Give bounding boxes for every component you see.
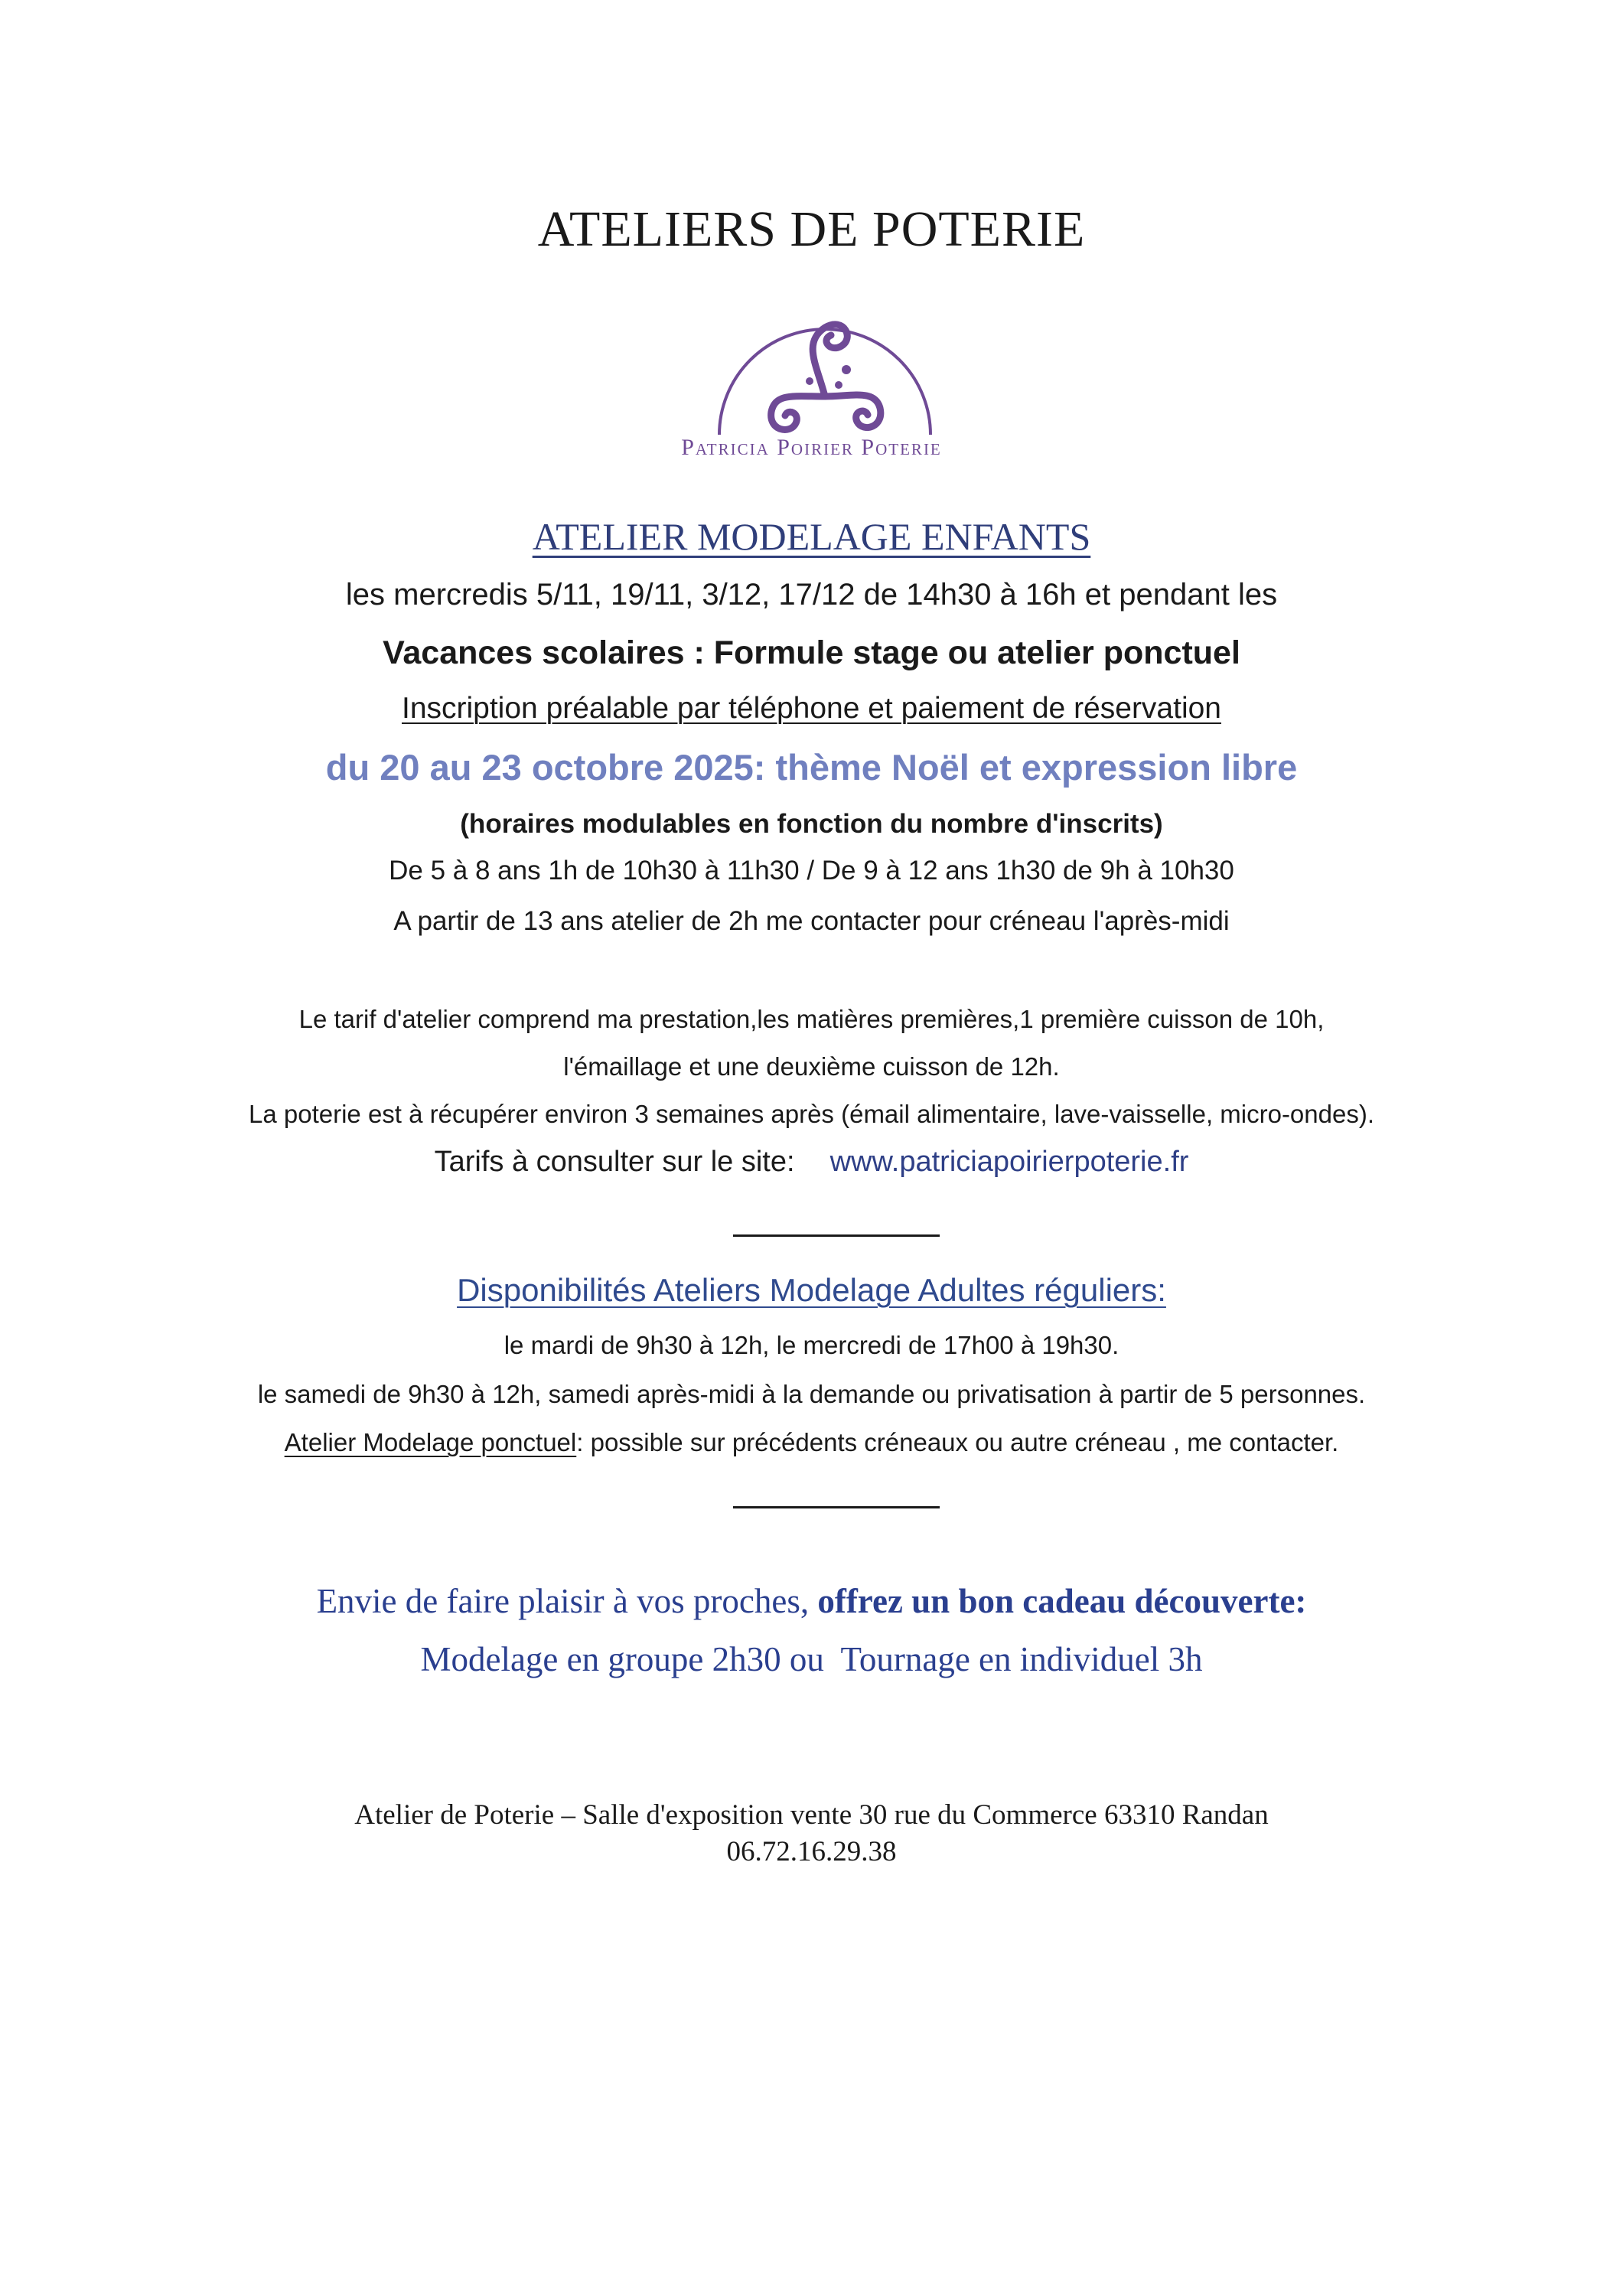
footer-address: Atelier de Poterie – Salle d'exposition vente 30 rue du Commerce 63310 Randan — [354, 1799, 1269, 1831]
site-link[interactable]: www.patriciapoirierpoterie.fr — [829, 1146, 1189, 1178]
cadeau-options: Modelage en groupe 2h30 ou Tournage en individuel 3h — [420, 1640, 1203, 1678]
page-title: ATELIERS DE POTERIE — [537, 201, 1086, 257]
adultes-mardi: le mardi de 9h30 à 12h, le mercredi de 17h00 à 19h30. — [504, 1331, 1119, 1359]
ponctuel-text: : possible sur précédents créneaux ou autre créneau , me contacter. — [576, 1428, 1339, 1456]
enfants-vacances: Vacances scolaires : Formule stage ou atelier ponctuel — [383, 634, 1240, 671]
enfants-ages-2: A partir de 13 ans atelier de 2h me contacter pour créneau l'après-midi — [393, 906, 1230, 936]
enfants-ages-1: De 5 à 8 ans 1h de 10h30 à 11h30 / De 9 à 12 ans 1h30 de 9h à 10h30 — [389, 856, 1234, 885]
enfants-inscription: Inscription préalable par téléphone et paiement de réservation — [401, 692, 1221, 725]
enfants-dates: du 20 au 23 octobre 2025: thème Noël et expression libre — [325, 747, 1298, 788]
cadeau-intro: Envie de faire plaisir à vos proches, offrez un bon cadeau découverte: — [316, 1582, 1307, 1620]
ponctuel-label: Atelier Modelage ponctuel — [284, 1428, 577, 1456]
tarif-line-2: l'émaillage et une deuxième cuisson de 12h. — [563, 1052, 1060, 1081]
tarif-recuperation: La poterie est à récupérer environ 3 semaines après (émail alimentaire, lave-vaisselle, micro-ondes). — [249, 1100, 1374, 1128]
tarif-line-1: Le tarif d'atelier comprend ma prestation,les matières premières,1 première cuisson de 10h, — [298, 1005, 1325, 1033]
cadeau-offer: offrez un bon cadeau découverte — [817, 1582, 1295, 1620]
site-label: Tarifs à consulter sur le site: — [434, 1146, 795, 1178]
logo-brand-text: Patricia Poirier Poterie — [681, 435, 942, 460]
adultes-ponctuel — [0, 1428, 1623, 1457]
enfants-heading: ATELIER MODELAGE ENFANTS — [532, 515, 1091, 558]
tarif-site — [0, 1146, 1623, 1179]
divider — [733, 1234, 940, 1237]
enfants-mercredis: les mercredis 5/11, 19/11, 3/12, 17/12 de 14h30 à 16h et pendant les — [345, 578, 1278, 612]
footer-phone: 06.72.16.29.38 — [726, 1836, 897, 1867]
adultes-samedi: le samedi de 9h30 à 12h, samedi après-midi à la demande ou privatisation à partir de 5 personnes. — [257, 1380, 1366, 1408]
enfants-horaires: (horaires modulables en fonction du nombre d'inscrits) — [460, 809, 1163, 839]
adultes-heading: Disponibilités Ateliers Modelage Adultes réguliers: — [457, 1272, 1166, 1308]
divider — [733, 1506, 940, 1508]
